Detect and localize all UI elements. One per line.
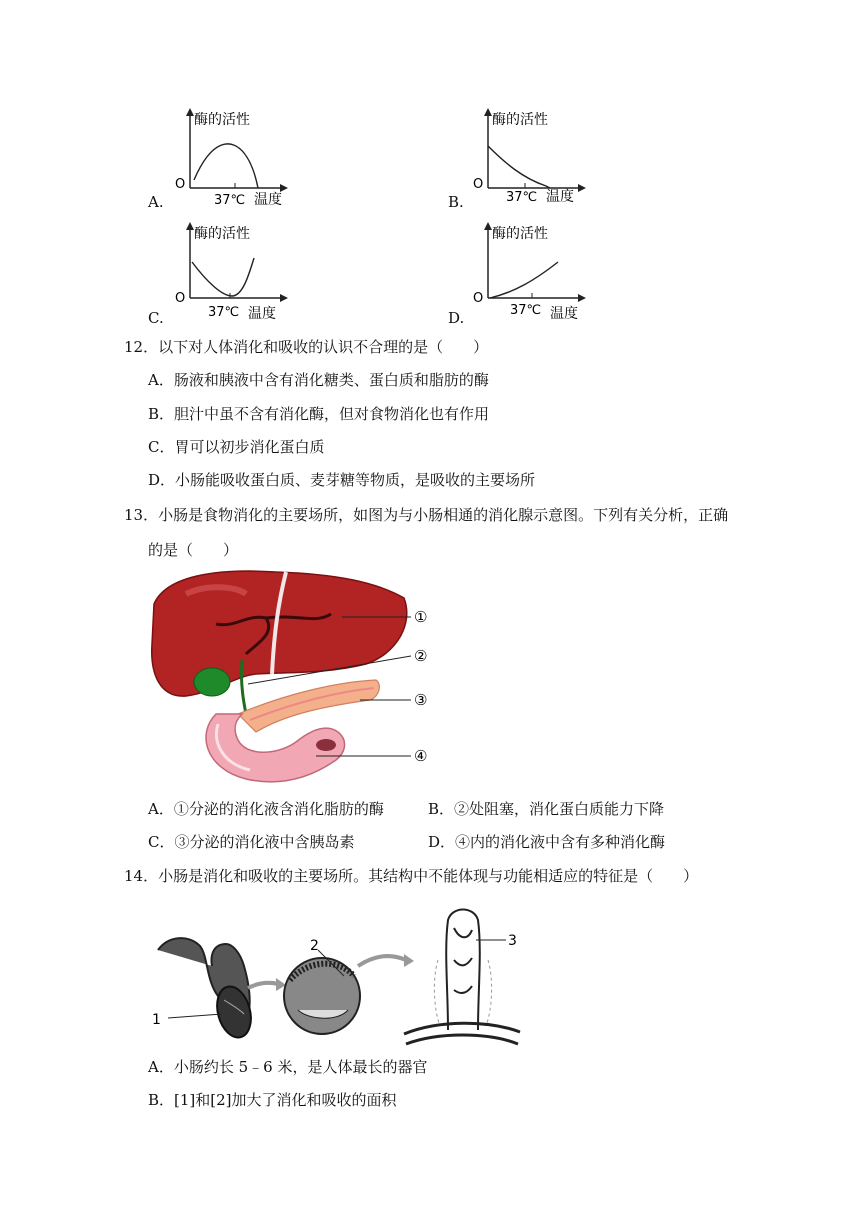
question-13-stem-line-1: 13．小肠是食物消化的主要场所，如图为与小肠相通的消化腺示意图。下列有关分析，正确 — [124, 506, 729, 524]
activity-curve — [488, 146, 550, 188]
graph-b — [470, 108, 590, 208]
tick-label: 37℃ — [214, 193, 246, 208]
graph-a — [172, 108, 292, 208]
question-14-stem: 14．小肠是消化和吸收的主要场所。其结构中不能体现与功能相适应的特征是（ ） — [124, 867, 699, 885]
arrow-2 — [358, 956, 406, 966]
activity-curve — [192, 258, 254, 296]
question-13-option-d: D．④内的消化液中含有多种消化酶 — [428, 833, 666, 851]
y-axis-label: 酶的活性 — [194, 226, 250, 242]
question-12-option-d: D．小肠能吸收蛋白质、麦芽糖等物质，是吸收的主要场所 — [148, 471, 536, 489]
label-4: ④ — [414, 747, 428, 765]
y-axis-arrow — [186, 108, 194, 116]
digestive-gland-diagram — [146, 564, 446, 789]
graph-c — [172, 222, 292, 322]
pointer-line-1 — [168, 1014, 222, 1018]
magnified-fold — [284, 958, 360, 1034]
label-2: 2 — [310, 938, 319, 954]
y-axis-arrow — [484, 222, 492, 230]
question-13-option-b: B．②处阻塞，消化蛋白质能力下降 — [428, 800, 665, 818]
question-14-option-b: B．[1]和[2]加大了消化和吸收的面积 — [148, 1091, 397, 1109]
question-12-stem: 12．以下对人体消化和吸收的认识不合理的是（ ） — [124, 338, 489, 356]
question-12-option-c: C．胃可以初步消化蛋白质 — [148, 438, 325, 456]
graph-d — [470, 222, 590, 322]
pancreas-shape — [238, 680, 379, 732]
option-b-letter: B. — [448, 193, 464, 211]
y-axis-arrow — [484, 108, 492, 116]
option-c-letter: C. — [148, 309, 164, 327]
tick-label: 37℃ — [506, 190, 538, 205]
activity-curve — [490, 262, 558, 298]
origin-label: O — [473, 291, 484, 306]
arrow-2-head — [404, 954, 414, 967]
gallbladder-shape — [194, 668, 230, 696]
label-3: ③ — [414, 691, 428, 709]
origin-label: O — [175, 291, 186, 306]
origin-label: O — [473, 177, 484, 192]
origin-label: O — [175, 177, 186, 192]
label-1: ① — [414, 608, 428, 626]
small-intestine-structure-diagram — [148, 900, 528, 1050]
x-axis-label: 温度 — [248, 306, 276, 322]
option-d-letter: D. — [448, 309, 465, 327]
question-13-option-c: C．③分泌的消化液中含胰岛素 — [148, 833, 355, 851]
villus-outline — [446, 910, 480, 1031]
label-2: ② — [414, 647, 428, 665]
activity-curve — [194, 144, 258, 188]
x-axis-arrow — [578, 184, 586, 192]
label-1: 1 — [152, 1012, 161, 1028]
y-axis-label: 酶的活性 — [194, 112, 250, 128]
x-axis-label: 温度 — [546, 189, 574, 205]
x-axis-arrow — [280, 294, 288, 302]
label-3: 3 — [508, 933, 517, 949]
question-14-option-a: A．小肠约长 5﹣6 米，是人体最长的器官 — [148, 1058, 428, 1076]
x-axis-label: 温度 — [550, 306, 578, 322]
y-axis-label: 酶的活性 — [492, 226, 548, 242]
intestine-lumen — [316, 739, 336, 751]
tick-label: 37℃ — [208, 305, 240, 320]
question-13-option-a: A．①分泌的消化液含消化脂肪的酶 — [148, 800, 384, 818]
question-12-option-b: B．胆汁中虽不含有消化酶，但对食物消化也有作用 — [148, 405, 490, 423]
y-axis-arrow — [186, 222, 194, 230]
option-a-letter: A. — [148, 193, 164, 211]
x-axis-arrow — [578, 294, 586, 302]
tick-label: 37℃ — [510, 303, 542, 318]
arrow-1 — [248, 983, 278, 988]
question-13-stem-line-2: 的是（ ） — [148, 541, 239, 559]
x-axis-label: 温度 — [254, 192, 282, 208]
x-axis-arrow — [280, 184, 288, 192]
y-axis-label: 酶的活性 — [492, 112, 548, 128]
question-12-option-a: A．肠液和胰液中含有消化糖类、蛋白质和脂肪的酶 — [148, 371, 489, 389]
